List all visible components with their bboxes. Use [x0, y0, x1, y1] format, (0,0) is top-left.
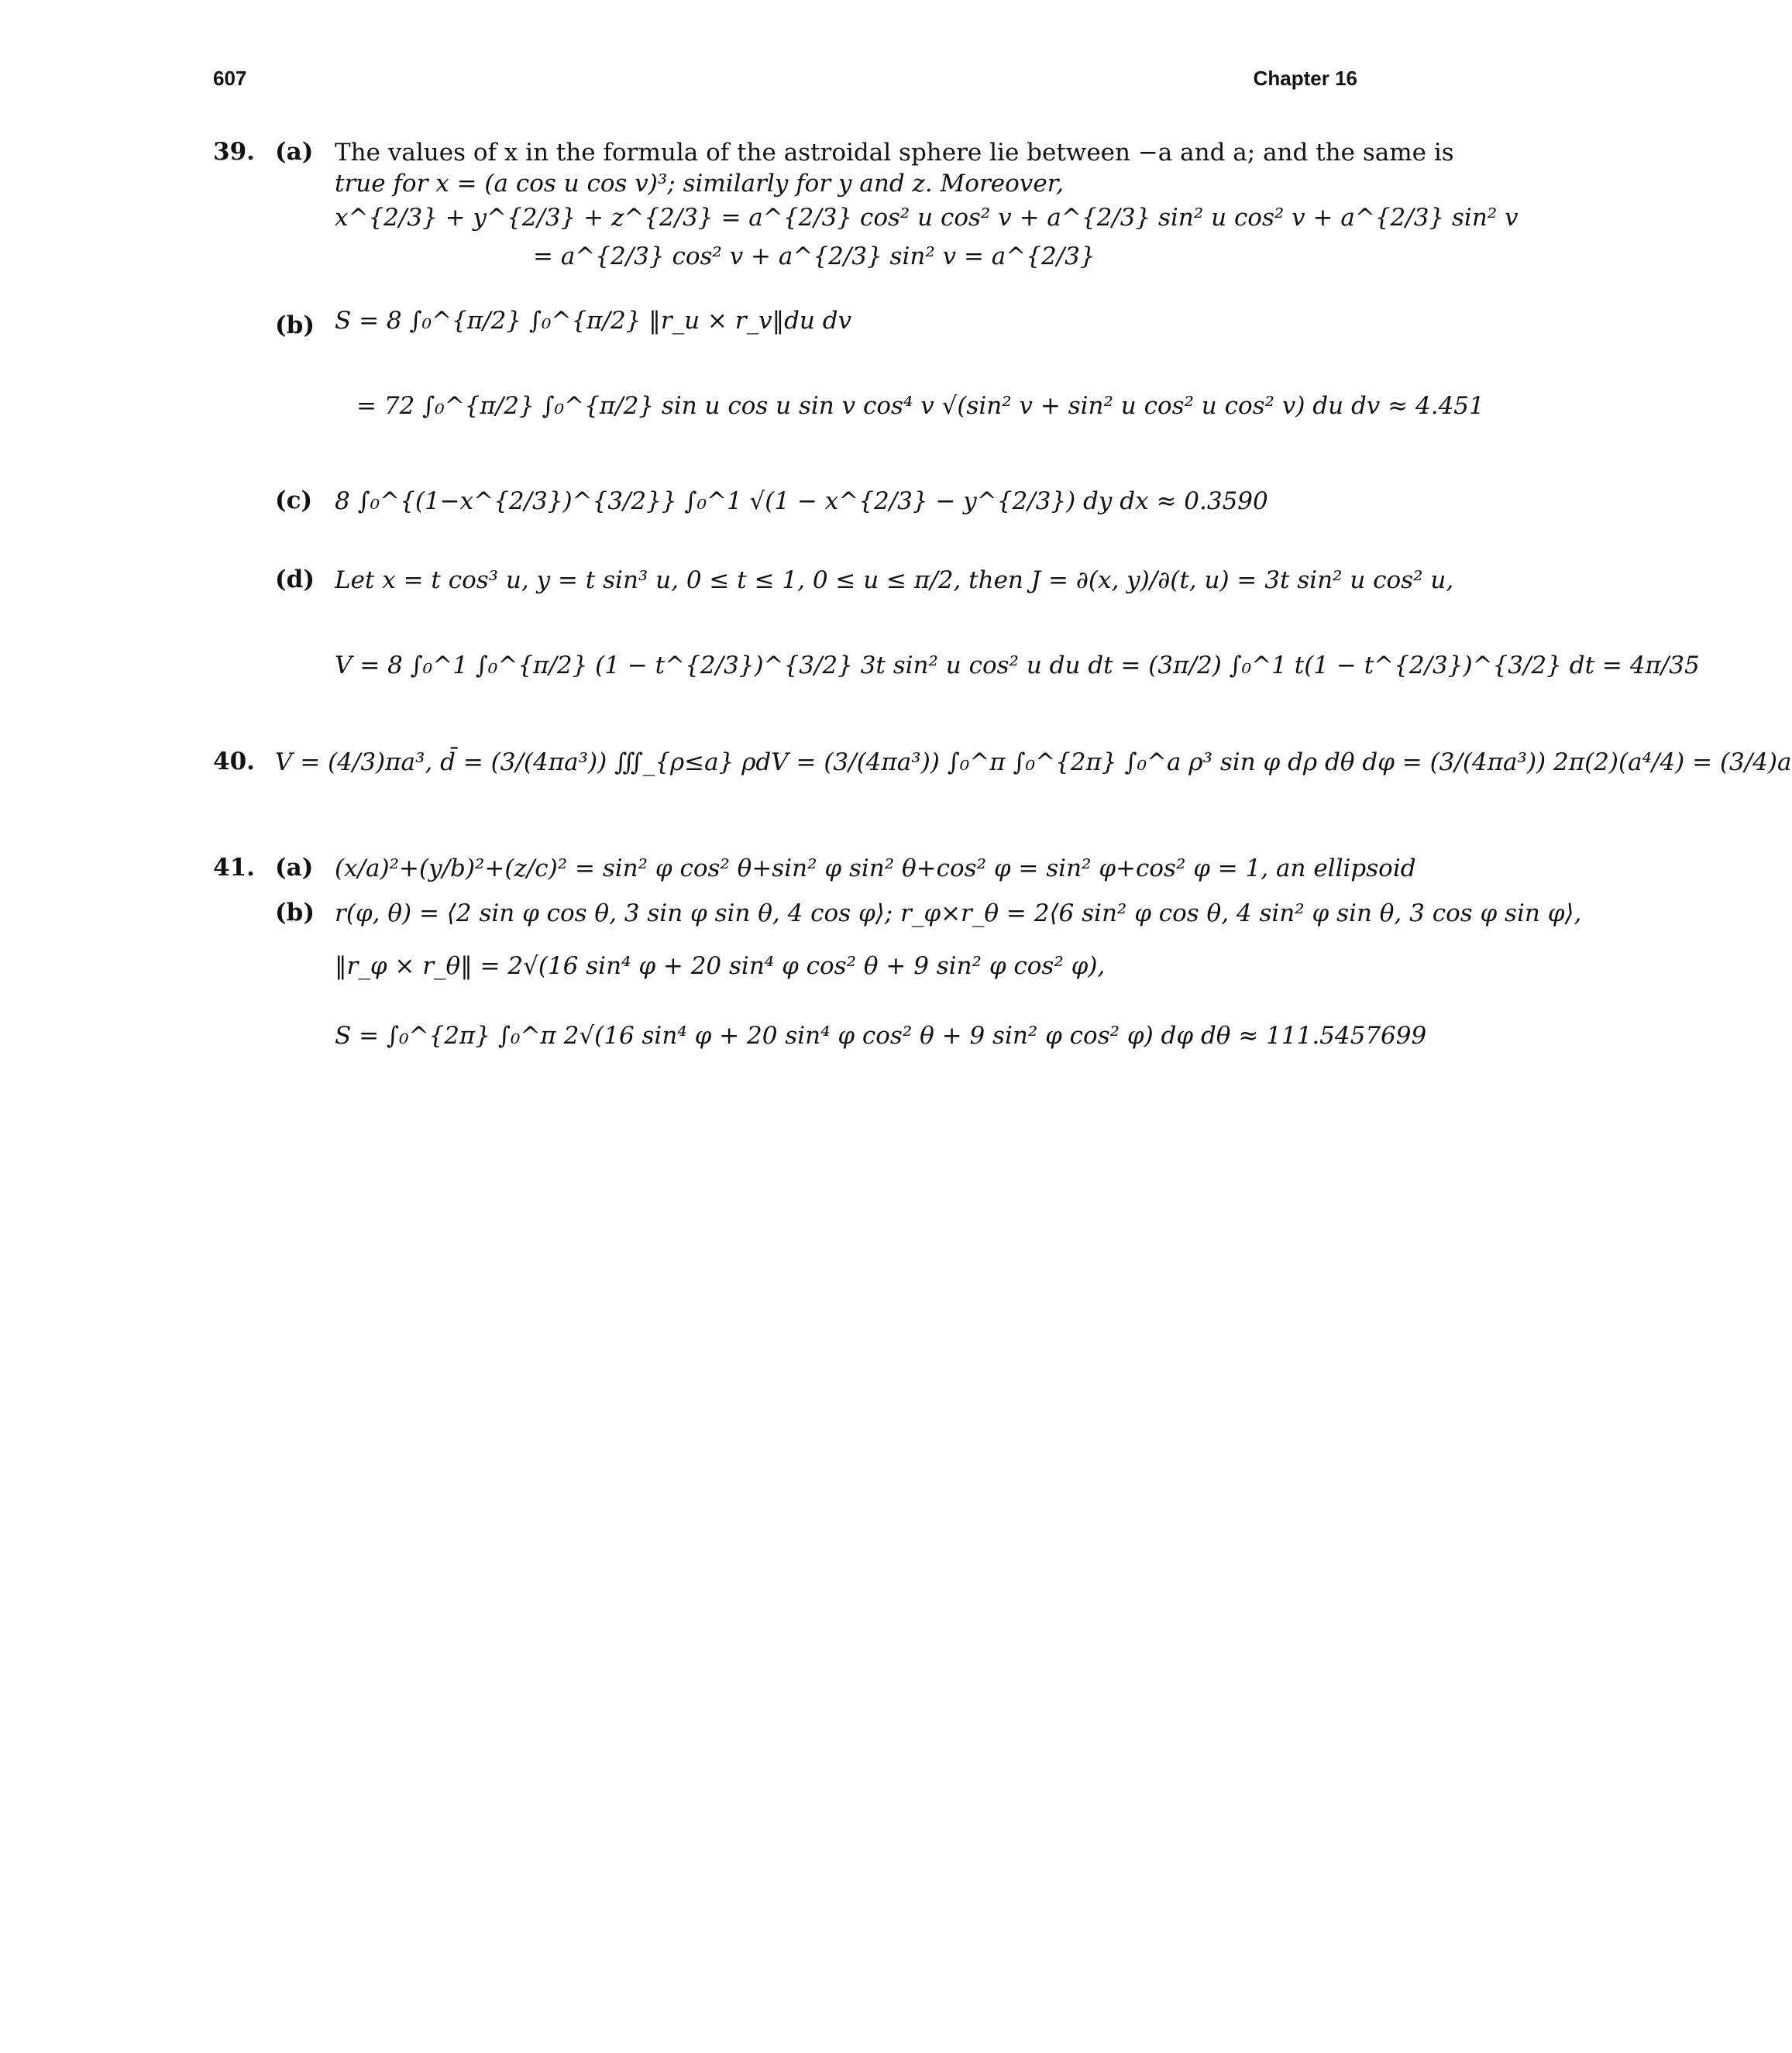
- problem-41b-parametrization: r(φ, θ) = ⟨2 sin φ cos θ, 3 sin φ sin θ, 4 cos φ⟩; r_φ×r_θ = 2⟨6 sin² φ cos θ, 4 sin² φ sin θ, 3 cos φ sin φ⟩,: [335, 899, 1582, 927]
- problem-41a-equation: (x/a)²+(y/b)²+(z/c)² = sin² φ cos² θ+sin² φ sin² θ+cos² φ = sin² φ+cos² φ = 1, an ellipsoid: [335, 855, 1416, 882]
- problem-40-equation: V = (4/3)πa³, d̄ = (3/(4πa³)) ∭_{ρ≤a} ρdV = (3/(4πa³)) ∫₀^π ∫₀^{2π} ∫₀^a ρ³ sin φ dρ dθ dφ = (3/(4πa³)) 2π(2)(a⁴/4) = (3/4)a: [275, 748, 1792, 776]
- problem-39b-surface-integral: S = 8 ∫₀^{π/2} ∫₀^{π/2} ‖r_u × r_v‖du dv: [335, 307, 852, 335]
- problem-number-40: 40.: [213, 748, 255, 775]
- part-label-39a: (a): [275, 138, 314, 166]
- chapter-title: Chapter 16: [1253, 67, 1357, 90]
- part-label-39b: (b): [275, 311, 315, 339]
- problem-39a-line-2-text: true for x = (a cos u cos v)³; similarly for y and z. Moreover,: [335, 170, 1064, 198]
- problem-41b-surface-area: S = ∫₀^{2π} ∫₀^π 2√(16 sin⁴ φ + 20 sin⁴ φ cos² θ + 9 sin² φ cos² φ) dφ dθ ≈ 111.5457699: [335, 1022, 1427, 1050]
- problem-number-41: 41.: [213, 854, 255, 882]
- part-label-39c: (c): [275, 487, 313, 514]
- problem-39c-integral: 8 ∫₀^{(1−x^{2/3})^{3/2}} ∫₀^1 √(1 − x^{2/3} − y^{2/3}) dy dx ≈ 0.3590: [335, 487, 1268, 515]
- part-label-41b: (b): [275, 899, 315, 927]
- page-number: 607: [213, 67, 247, 90]
- part-label-41a: (a): [275, 854, 314, 882]
- problem-39d-volume: V = 8 ∫₀^1 ∫₀^{π/2} (1 − t^{2/3})^{3/2} 3t sin² u cos² u du dt = (3π/2) ∫₀^1 t(1 − t^{2/3})^{3/2} dt = 4π/35: [335, 652, 1700, 679]
- problem-39a-line-2: [335, 169, 1064, 199]
- problem-number-39: 39.: [213, 138, 255, 166]
- problem-39a-equation-2: = a^{2/3} cos² v + a^{2/3} sin² v = a^{2/3}: [533, 242, 1095, 270]
- part-label-39d: (d): [275, 566, 315, 593]
- problem-39d-substitution: Let x = t cos³ u, y = t sin³ u, 0 ≤ t ≤ 1, 0 ≤ u ≤ π/2, then J = ∂(x, y)/∂(t, u) = 3t sin² u cos² u,: [335, 566, 1454, 594]
- problem-39a-equation-1: x^{2/3} + y^{2/3} + z^{2/3} = a^{2/3} cos² u cos² v + a^{2/3} sin² u cos² v + a^{2/3} sin² v: [335, 204, 1519, 232]
- problem-39b-surface-integral-result: = 72 ∫₀^{π/2} ∫₀^{π/2} sin u cos u sin v cos⁴ v √(sin² v + sin² u cos² u cos² v) du dv ≈ 4.451: [356, 392, 1484, 420]
- problem-41b-norm: ‖r_φ × r_θ‖ = 2√(16 sin⁴ φ + 20 sin⁴ φ cos² θ + 9 sin² φ cos² φ),: [335, 952, 1106, 980]
- problem-39a-line-1: The values of x in the formula of the astroidal sphere lie between −a and a; and the same is: [335, 139, 1454, 167]
